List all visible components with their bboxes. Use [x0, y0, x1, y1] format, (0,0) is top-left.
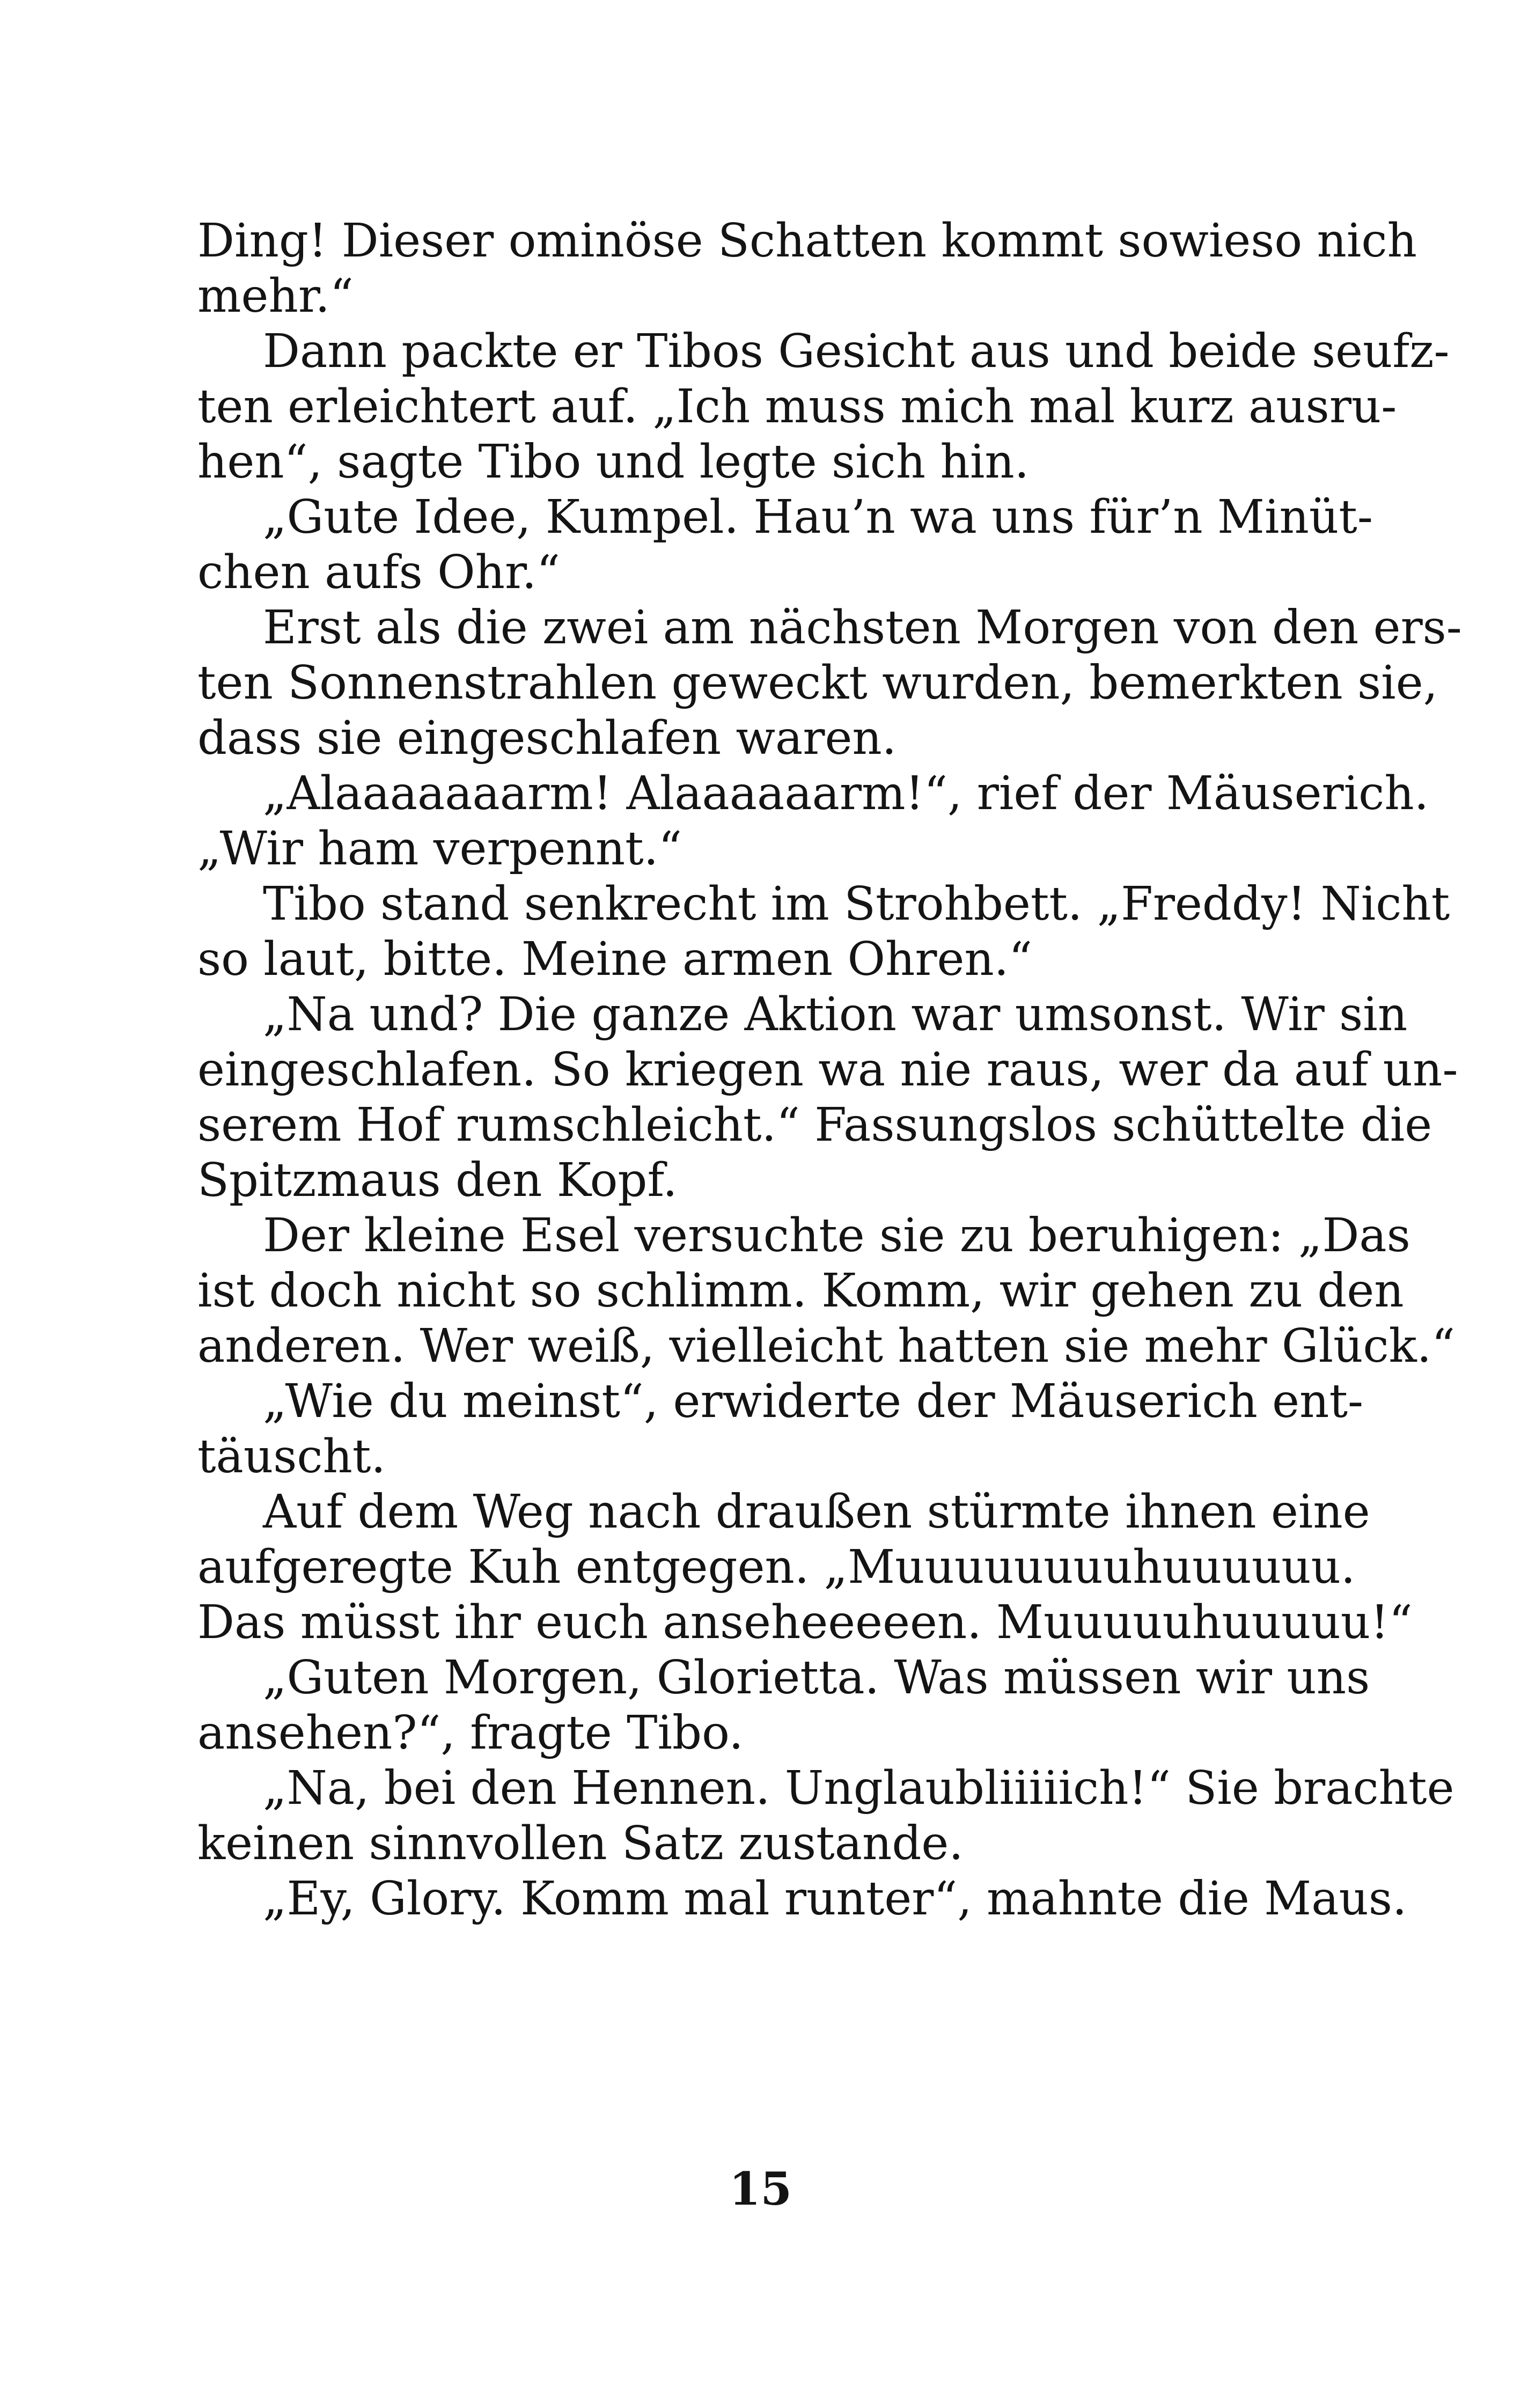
text-line: ansehen?“, fragte Tibo.	[197, 1706, 744, 1760]
text-line: Ding! Dieser ominöse Schatten kommt sowieso nich	[197, 214, 1417, 268]
text-line: „Na, bei den Hennen. Unglaubliiiiich!“ Sie brachte	[263, 1761, 1454, 1815]
text-line: „Alaaaaaaarm! Alaaaaaarm!“, rief der Mäuserich.	[263, 767, 1429, 820]
text-line: eingeschlafen. So kriegen wa nie raus, wer da auf un-	[197, 1043, 1458, 1097]
text-line: „Wie du meinst“, erwiderte der Mäuserich ent-	[263, 1375, 1364, 1428]
text-line: „Guten Morgen, Glorietta. Was müssen wir uns	[263, 1651, 1370, 1705]
text-line: hen“, sagte Tibo und legte sich hin.	[197, 435, 1030, 489]
text-line: „Gute Idee, Kumpel. Hau’n wa uns für’n Minüt-	[263, 490, 1373, 544]
body-text	[197, 214, 1462, 1927]
text-line: Das müsst ihr euch anseheeeeen. Muuuuuhuuuuu!“	[197, 1596, 1413, 1649]
text-line: mehr.“	[197, 269, 354, 323]
text-line: Auf dem Weg nach draußen stürmte ihnen eine	[263, 1485, 1370, 1539]
text-line: serem Hof rumschleicht.“ Fassungslos schüttelte die	[197, 1098, 1432, 1152]
text-line: Erst als die zwei am nächsten Morgen von den ers-	[263, 601, 1462, 655]
page-number: 15	[729, 2162, 792, 2215]
text-line: ist doch nicht so schlimm. Komm, wir gehen zu den	[197, 1264, 1404, 1318]
text-line: „Ey, Glory. Komm mal runter“, mahnte die Maus.	[263, 1872, 1407, 1926]
text-line: dass sie eingeschlafen waren.	[197, 711, 897, 765]
text-line: Tibo stand senkrecht im Strohbett. „Freddy! Nicht	[263, 877, 1450, 931]
text-line: chen aufs Ohr.“	[197, 546, 560, 599]
text-line: Spitzmaus den Kopf.	[197, 1154, 678, 1207]
text-line: täuscht.	[197, 1430, 386, 1484]
text-line: Der kleine Esel versuchte sie zu beruhigen: „Das	[263, 1209, 1410, 1262]
text-line: aufgeregte Kuh entgegen. „Muuuuuuuuhuuuuuu.	[197, 1540, 1356, 1594]
text-line: so laut, bitte. Meine armen Ohren.“	[197, 933, 1033, 986]
text-line: anderen. Wer weiß, vielleicht hatten sie mehr Glück.“	[197, 1319, 1456, 1373]
text-line: „Na und? Die ganze Aktion war umsonst. Wir sin	[263, 988, 1408, 1041]
text-line: keinen sinnvollen Satz zustande.	[197, 1817, 964, 1870]
text-line: „Wir ham verpennt.“	[197, 822, 682, 876]
text-line: ten Sonnenstrahlen geweckt wurden, bemerkten sie,	[197, 656, 1438, 710]
text-line: ten erleichtert auf. „Ich muss mich mal kurz ausru-	[197, 380, 1397, 434]
text-line: Dann packte er Tibos Gesicht aus und beide seufz-	[263, 325, 1450, 378]
